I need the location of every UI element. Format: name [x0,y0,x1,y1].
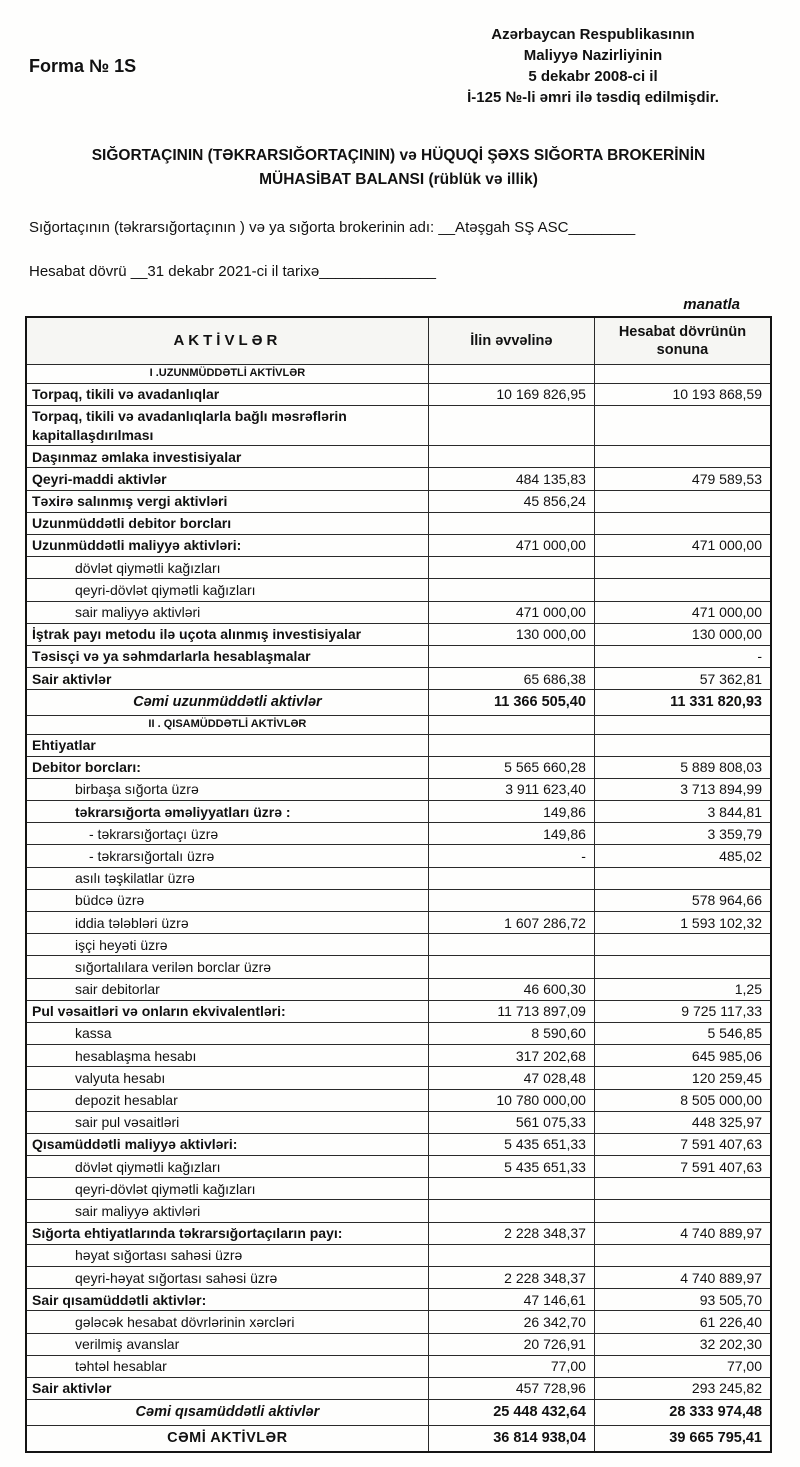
value-period-end [594,557,771,579]
row-label: dövlət qiymətli kağızları [26,557,428,579]
insurer-name-label: Sığortaçının (təkrarsığortaçının ) və ya sığorta brokerinin adı: [29,219,435,237]
value-period-end [594,512,771,534]
table-row [26,405,771,445]
value-year-start: 26 342,70 [428,1311,594,1333]
row-label: təkrarsığorta əməliyyatları üzrə : [26,801,428,823]
value-year-start: 5 435 651,33 [428,1156,594,1178]
value-period-end [594,365,771,383]
table-row [26,889,771,911]
table-row [26,1000,771,1022]
value-year-start: 11 713 897,09 [428,1000,594,1022]
table-row [26,978,771,1000]
value-period-end: 485,02 [594,845,771,867]
row-label: Torpaq, tikili və avadanlıqlar [26,383,428,405]
table-row [26,1067,771,1089]
value-period-end: 28 333 974,48 [594,1400,771,1426]
value-period-end [594,956,771,978]
value-year-start: 130 000,00 [428,623,594,645]
table-row [26,1267,771,1289]
page-header [25,12,772,108]
row-label: Sair aktivlər [26,1377,428,1399]
row-label: təhtəl hesablar [26,1355,428,1377]
report-period-line [29,263,772,280]
row-label: Uzunmüddətli debitor borcları [26,512,428,534]
row-label: hesablaşma hesabı [26,1045,428,1067]
table-row [26,1089,771,1111]
value-period-end: 3 713 894,99 [594,778,771,800]
table-row [26,823,771,845]
value-year-start: 20 726,91 [428,1333,594,1355]
row-label: Təsisçi və ya səhmdarlarla hesablaşmalar [26,645,428,667]
table-row [26,1244,771,1266]
approval-line: Azərbaycan Respublikasının [491,26,695,43]
table-row [26,1377,771,1399]
value-year-start [428,446,594,468]
value-year-start: 25 448 432,64 [428,1400,594,1426]
value-year-start: 10 780 000,00 [428,1089,594,1111]
value-year-start: 471 000,00 [428,601,594,623]
col-header-assets: AKTİVLƏR [26,317,428,365]
table-row [26,845,771,867]
table-row [26,534,771,556]
value-period-end: 7 591 407,63 [594,1156,771,1178]
value-period-end: - [594,645,771,667]
value-period-end: 4 740 889,97 [594,1222,771,1244]
table-row [26,365,771,383]
value-year-start [428,716,594,734]
value-year-start: - [428,845,594,867]
value-period-end: 578 964,66 [594,889,771,911]
value-year-start: 2 228 348,37 [428,1222,594,1244]
value-period-end: 645 985,06 [594,1045,771,1067]
value-year-start: 45 856,24 [428,490,594,512]
row-label: depozit hesablar [26,1089,428,1111]
table-row [26,912,771,934]
value-year-start: 8 590,60 [428,1022,594,1044]
value-period-end [594,934,771,956]
table-row [26,867,771,889]
value-period-end: 8 505 000,00 [594,1089,771,1111]
table-row [26,383,771,405]
row-label: I .UZUNMÜDDƏTLİ AKTİVLƏR [26,365,428,383]
value-year-start: 1 607 286,72 [428,912,594,934]
value-period-end [594,446,771,468]
value-year-start [428,956,594,978]
approval-block [418,24,768,108]
value-period-end: 448 325,97 [594,1111,771,1133]
value-year-start: 46 600,30 [428,978,594,1000]
insurer-name-value: __Atəşgah SŞ ASC________ [438,219,636,237]
table-row [26,778,771,800]
table-row [26,490,771,512]
row-label: İştrak payı metodu ilə uçota alınmış investisiyalar [26,623,428,645]
row-label: valyuta hesabı [26,1067,428,1089]
table-row [26,579,771,601]
row-label: Sair qısamüddətli aktivlər: [26,1289,428,1311]
value-period-end [594,405,771,445]
table-row [26,1111,771,1133]
table-row [26,1311,771,1333]
approval-line: 5 dekabr 2008-ci il [528,68,658,85]
row-label: Qısamüddətli maliyyə aktivləri: [26,1133,428,1155]
value-year-start: 561 075,33 [428,1111,594,1133]
table-row [26,1426,771,1452]
table-row [26,934,771,956]
value-period-end [594,1200,771,1222]
value-period-end: 9 725 117,33 [594,1000,771,1022]
table-row [26,801,771,823]
value-year-start: 471 000,00 [428,534,594,556]
value-period-end [594,1244,771,1266]
value-period-end [594,867,771,889]
value-year-start [428,934,594,956]
value-year-start: 457 728,96 [428,1377,594,1399]
value-period-end: 93 505,70 [594,1289,771,1311]
value-year-start [428,734,594,756]
table-row [26,1400,771,1426]
value-period-end: 3 359,79 [594,823,771,845]
row-label: dövlət qiymətli kağızları [26,1156,428,1178]
value-period-end [594,490,771,512]
col-header-year-start: İlin əvvəlinə [428,317,594,365]
value-period-end: 39 665 795,41 [594,1426,771,1452]
approval-line: İ-125 №-li əmri ilə təsdiq edilmişdir. [467,89,719,106]
row-label: Daşınmaz əmlaka investisiyalar [26,446,428,468]
value-period-end: 11 331 820,93 [594,690,771,716]
value-period-end: 1,25 [594,978,771,1000]
table-header-row [26,317,771,365]
table-row [26,1333,771,1355]
value-year-start [428,365,594,383]
row-label: birbaşa sığorta üzrə [26,778,428,800]
row-label: sair maliyyə aktivləri [26,1200,428,1222]
table-row [26,1222,771,1244]
value-period-end: 61 226,40 [594,1311,771,1333]
value-year-start: 149,86 [428,823,594,845]
table-row [26,1045,771,1067]
row-label: Təxirə salınmış vergi aktivləri [26,490,428,512]
value-period-end: 471 000,00 [594,601,771,623]
value-year-start [428,579,594,601]
row-label: sair debitorlar [26,978,428,1000]
value-year-start [428,1178,594,1200]
row-label: Uzunmüddətli maliyyə aktivləri: [26,534,428,556]
value-year-start [428,1244,594,1266]
row-label: işçi heyəti üzrə [26,934,428,956]
value-period-end: 471 000,00 [594,534,771,556]
value-year-start [428,889,594,911]
approval-line: Maliyyə Nazirliyinin [523,47,663,64]
table-row [26,716,771,734]
row-label: kassa [26,1022,428,1044]
value-year-start: 3 911 623,40 [428,778,594,800]
row-label: Ehtiyatlar [26,734,428,756]
row-label: Debitor borcları: [26,756,428,778]
report-period-value: __31 dekabr 2021-ci il tarixə______________ [130,263,436,281]
value-year-start [428,405,594,445]
value-year-start: 5 565 660,28 [428,756,594,778]
value-period-end: 5 546,85 [594,1022,771,1044]
table-row [26,645,771,667]
value-year-start: 77,00 [428,1355,594,1377]
table-row [26,1022,771,1044]
balance-table [25,316,772,1453]
row-label: Sığorta ehtiyatlarında təkrarsığortaçıların payı: [26,1222,428,1244]
table-row [26,668,771,690]
row-label: sığortalılara verilən borclar üzrə [26,956,428,978]
row-label: qeyri-dövlət qiymətli kağızları [26,579,428,601]
value-year-start: 36 814 938,04 [428,1426,594,1452]
value-period-end: 10 193 868,59 [594,383,771,405]
row-label: Torpaq, tikili və avadanlıqlarla bağlı məsrəflərin kapitallaşdırılması [26,405,428,445]
col-header-period-end: Hesabat dövrünün sonuna [594,317,771,365]
table-row [26,1156,771,1178]
table-row [26,1178,771,1200]
value-year-start: 47 146,61 [428,1289,594,1311]
row-label: gələcək hesabat dövrlərinin xərcləri [26,1311,428,1333]
value-period-end: 7 591 407,63 [594,1133,771,1155]
table-row [26,512,771,534]
value-year-start [428,867,594,889]
row-label: CƏMİ AKTİVLƏR [26,1426,428,1452]
value-year-start: 2 228 348,37 [428,1267,594,1289]
value-period-end: 57 362,81 [594,668,771,690]
row-label: qeyri-həyat sığortası sahəsi üzrə [26,1267,428,1289]
row-label: büdcə üzrə [26,889,428,911]
value-period-end: 293 245,82 [594,1377,771,1399]
row-label: iddia tələbləri üzrə [26,912,428,934]
row-label: sair maliyyə aktivləri [26,601,428,623]
value-year-start [428,512,594,534]
value-year-start [428,557,594,579]
value-year-start: 484 135,83 [428,468,594,490]
value-year-start: 65 686,38 [428,668,594,690]
value-period-end: 120 259,45 [594,1067,771,1089]
value-period-end [594,734,771,756]
value-year-start: 5 435 651,33 [428,1133,594,1155]
table-row [26,468,771,490]
row-label: qeyri-dövlət qiymətli kağızları [26,1178,428,1200]
row-label: Qeyri-maddi aktivlər [26,468,428,490]
table-row [26,1289,771,1311]
value-year-start [428,1200,594,1222]
value-period-end: 3 844,81 [594,801,771,823]
table-row [26,623,771,645]
table-row [26,557,771,579]
row-label: Cəmi qısamüddətli aktivlər [26,1400,428,1426]
value-period-end [594,579,771,601]
row-label: həyat sığortası sahəsi üzrə [26,1244,428,1266]
row-label: Pul vəsaitləri və onların ekvivalentləri: [26,1000,428,1022]
document-title: SIĞORTAÇININ (TƏKRARSIĞORTAÇININ) və HÜQUQİ ŞƏXS SIĞORTA BROKERİNİN MÜHASİBAT BALANSI (rüblük və illik) [91,147,706,189]
table-row [26,601,771,623]
row-label: Cəmi uzunmüddətli aktivlər [26,690,428,716]
value-period-end [594,1178,771,1200]
table-row [26,1355,771,1377]
table-row [26,956,771,978]
value-year-start: 317 202,68 [428,1045,594,1067]
value-period-end: 77,00 [594,1355,771,1377]
value-period-end: 130 000,00 [594,623,771,645]
value-period-end: 479 589,53 [594,468,771,490]
value-year-start: 47 028,48 [428,1067,594,1089]
value-year-start: 10 169 826,95 [428,383,594,405]
table-row [26,1133,771,1155]
value-year-start: 149,86 [428,801,594,823]
form-number: Forma № 1S [29,56,137,76]
row-label: verilmiş avanslar [26,1333,428,1355]
report-period-label: Hesabat dövrü [29,263,127,281]
value-period-end: 32 202,30 [594,1333,771,1355]
row-label: Sair aktivlər [26,668,428,690]
currency-note: manatla [683,296,740,314]
value-period-end [594,716,771,734]
value-year-start [428,645,594,667]
table-row [26,690,771,716]
row-label: - təkrarsığortaçı üzrə [26,823,428,845]
table-row [26,446,771,468]
row-label: - təkrarsığortalı üzrə [26,845,428,867]
insurer-name-line [29,219,772,236]
row-label: II . QISAMÜDDƏTLİ AKTİVLƏR [26,716,428,734]
value-period-end: 5 889 808,03 [594,756,771,778]
table-row [26,1200,771,1222]
row-label: asılı təşkilatlar üzrə [26,867,428,889]
value-period-end: 4 740 889,97 [594,1267,771,1289]
value-year-start: 11 366 505,40 [428,690,594,716]
table-row [26,756,771,778]
value-period-end: 1 593 102,32 [594,912,771,934]
row-label: sair pul vəsaitləri [26,1111,428,1133]
table-row [26,734,771,756]
